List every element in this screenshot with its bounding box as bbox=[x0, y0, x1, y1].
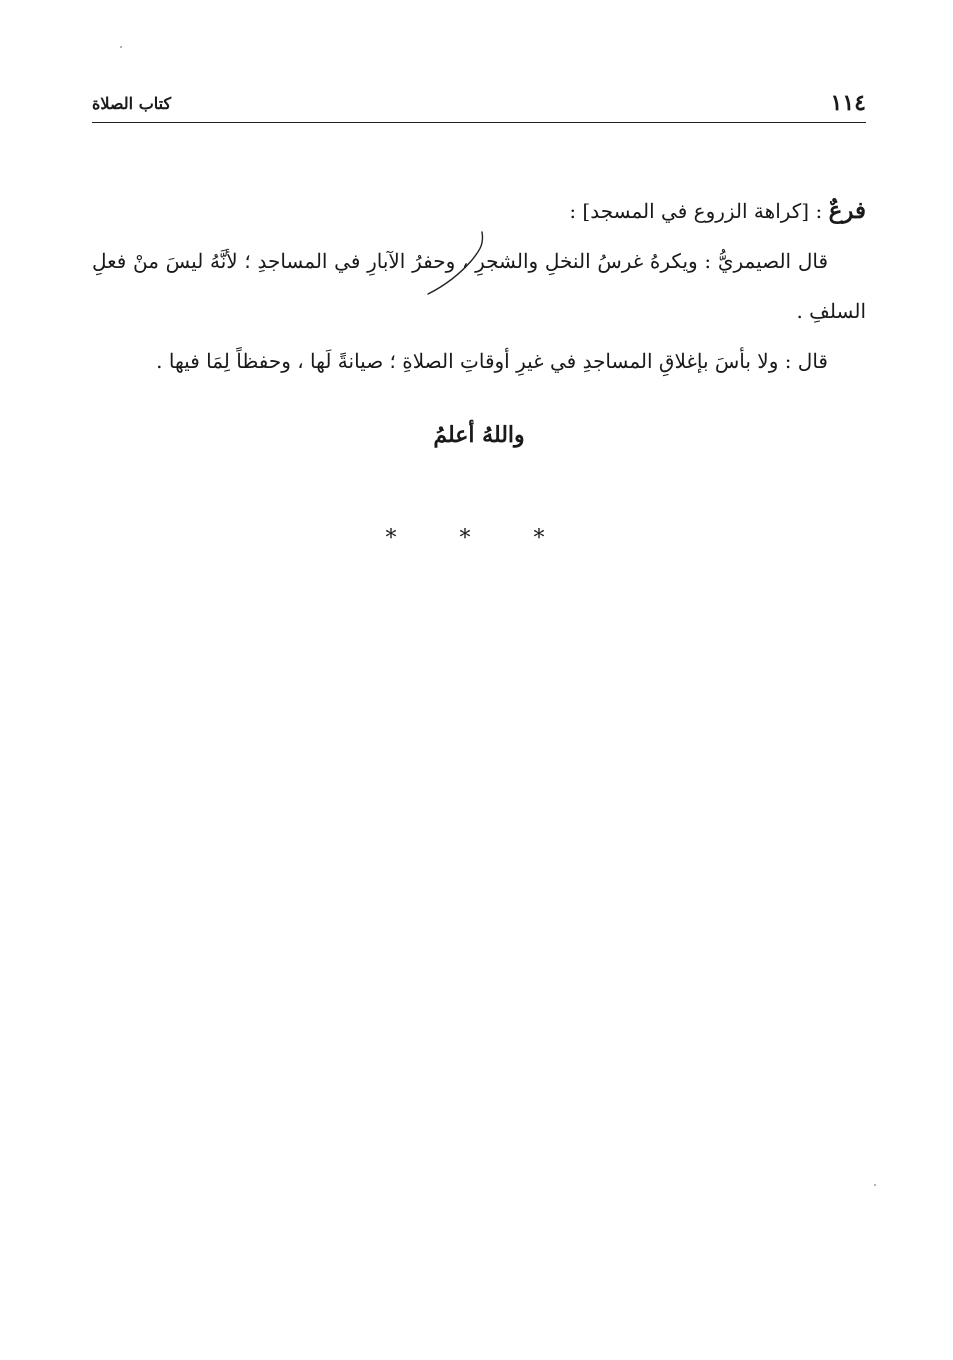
scan-speck bbox=[874, 1184, 876, 1186]
page-number: ١١٤ bbox=[830, 90, 866, 116]
paragraph-1: قال الصيمريُّ : ويكرهُ غرسُ النخلِ والشجرِ ، وحفرُ الآبارِ في المساجدِ ؛ لأنَّهُ ليسَ منْ فعلِ السلفِ . bbox=[92, 249, 866, 323]
section-heading bbox=[92, 186, 866, 236]
closing-phrase: واللهُ أعلمُ bbox=[433, 422, 525, 448]
running-title: كتاب الصلاة bbox=[92, 94, 172, 113]
paragraph-2: قال : ولا بأسَ بإغلاقِ المساجدِ في غيرِ أوقاتِ الصلاةِ ؛ صيانةً لَها ، وحفظاً لِمَا فيها . bbox=[156, 349, 828, 373]
section-separator: * * * bbox=[385, 526, 573, 551]
section-title: : [كراهة الزروع في المسجد] : bbox=[569, 199, 829, 223]
section-label: فرعٌ bbox=[828, 197, 866, 224]
handwritten-pen-mark bbox=[420, 230, 490, 300]
scan-speck bbox=[120, 46, 122, 48]
page-header bbox=[92, 86, 866, 123]
